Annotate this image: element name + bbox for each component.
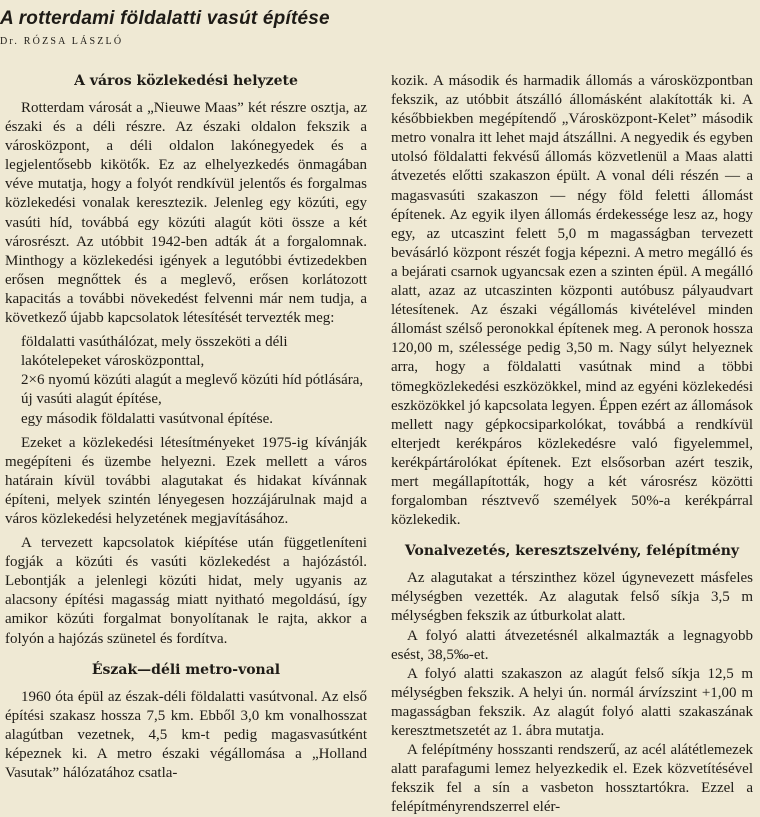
paragraph: A felépítmény hosszanti rendszerű, az acél alátétlemezek alatt parafagumi lemez helyezkedik el. Ezek közvetítésével fekszik fel a sín a vasbeton hossztartókra. Ezzel a felépítményrendszerrel elér- — [391, 742, 753, 816]
list-item: 2×6 nyomú közúti alagút a meglevő közúti híd pótlására, — [21, 372, 364, 389]
list-item: új vasúti alagút építése, — [21, 391, 162, 408]
section-heading-north-south-metro: Észak—déli metro-vonal — [91, 661, 281, 678]
paragraph: kozik. A második és harmadik állomás a városközpontban fekszik, az utóbbit átszálló állomásként alakították ki. A későbbiekben megépítendő „Városközpont-Kelet” második metro vonalra itt lehet majd átszállni. A negyedik és egyben utolsó földalatti fekvésű állomás közvetlenül a Maas alatti átvezetés előtti szakaszon épült. A vonal déli részén — a magasvasúti szakaszon — négy föld feletti állomást építenek. Az egyik ilyen állomás érdekessége lesz az, hogy egy, az utcaszint felett 5,0 m magasságban tervezett bevásárló központ részét fogja képezni. A metro megálló és a bejárati csarnok ugyancsak ezen a szinten épül. A megálló alatt, azaz az utcaszinten központi autóbusz pályaudvart létesítenek. Az északi végállomás kivételével minden állomást szélső peronokkal építenek meg. A peronok hossza 120,00 m, szélessége pedig 3,50 m. Nagy súlyt helyeznek arra, hogy a földalatti vasútnak mind a többi tömegközlekedési eszközökkel, mind az egyéni közlekedési eszközökkel jó kapcsolata legyen. Éppen ezért az állomások mellett nagy gépkocsiparkolókat, továbbá a rendkívül elterjedt kerékpáros közlekedésre való figyelemmel, kerékpártárolókat építenek. Ezt elsősorban azért teszik, mert megállapították, hogy a két városrész közötti forgalomban résztvevő személyek 50%-a kerékpárral közlekedik. — [391, 73, 753, 529]
section-heading-alignment: Vonalvezetés, keresztszelvény, felépítmény — [404, 543, 740, 560]
left-column — [5, 72, 367, 783]
list-item: egy második földalatti vasútvonal építése. — [21, 410, 274, 427]
right-column — [391, 72, 753, 817]
paragraph: A tervezett kapcsolatok kiépítése után függetleníteni fogják a közúti és vasúti közlekedést a hajózástól. Lebontják a jelenlegi közúti hidat, mely ugyanis az alacsony építési magasság miatt nyitható megoldású, így amikor közúti forgalmat bonyolítanak le rajta, akkor a folyón a hajózás szünetel és fordítva. — [5, 535, 367, 647]
paragraph: 1960 óta épül az észak-déli földalatti vasútvonal. Az első építési szakasz hossza 7,5 km. Ebből 3,0 km vonalhosszat alagútban vezetnek, 4,5 km-t pedig magasvasútként képeznek ki. A metro északi végállomása a „Holland Vasutak” hálózatához csatla- — [5, 688, 367, 781]
paragraph: Rotterdam városát a „Nieuwe Maas” két részre osztja, az északi és a déli részre. Az északi oldalon fekszik a városközpont, a déli oldalon lakónegyedek és a legjelentősebb kikötők. Ez az elhelyezkedés önmagában véve mutatja, hogy a folyót rendkívül jelentős és forgalmas közlekedési vonalak keresztezik. Jelenleg egy közúti, egy vasúti híd, továbbá egy közúti alagút köti össze a két városrészt. Az utóbbit 1942-ben adták át a forgalomnak. Minthogy a közlekedési igények a legutóbbi évtizedekben erősen megnőttek és a meglevő, erősen korlátozott kapacitás a további növekedést felvenni már nem tudja, a következő újabb kapcsolatok létesítését tervezték meg: — [5, 100, 367, 327]
list-item: földalatti vasúthálózat, mely összeköti a déli lakótelepeket városközponttal, — [21, 334, 288, 370]
paragraph: A folyó alatti átvezetésnél alkalmazták a legnagyobb esést, 38,5‰-et. — [391, 627, 753, 663]
section-heading-city-traffic: A város közlekedési helyzete — [74, 73, 298, 89]
paragraph: Ezeket a közlekedési létesítményeket 1975-ig kívánják megépíteni és üzembe helyezni. Ezek mellett a város határain kívül további alagutakat és hidakat kívánnak építeni, melyek szintén lényegesen hozzájárulnak majd a város közlekedési helyzetének megjavításához. — [5, 434, 367, 527]
paragraph: Az alagutakat a térszinthez közel úgynevezett másfeles mélységben vezették. Az alagutak felső síkja 3,5 m mélységben fekszik az útburkolat alatt. — [391, 570, 753, 625]
author-line: Dr. RÓZSA LÁSZLÓ — [0, 36, 124, 47]
article-title: A rotterdami földalatti vasút építése — [0, 8, 330, 29]
paragraph: A folyó alatti szakaszon az alagút felső síkja 12,5 m mélységben fekszik. A helyi ún. normál árvízszint +1,00 m magasságban fekszik. Az alagút folyó alatti szakaszának keresztmetszetét az 1. ábra mutatja. — [391, 665, 753, 739]
